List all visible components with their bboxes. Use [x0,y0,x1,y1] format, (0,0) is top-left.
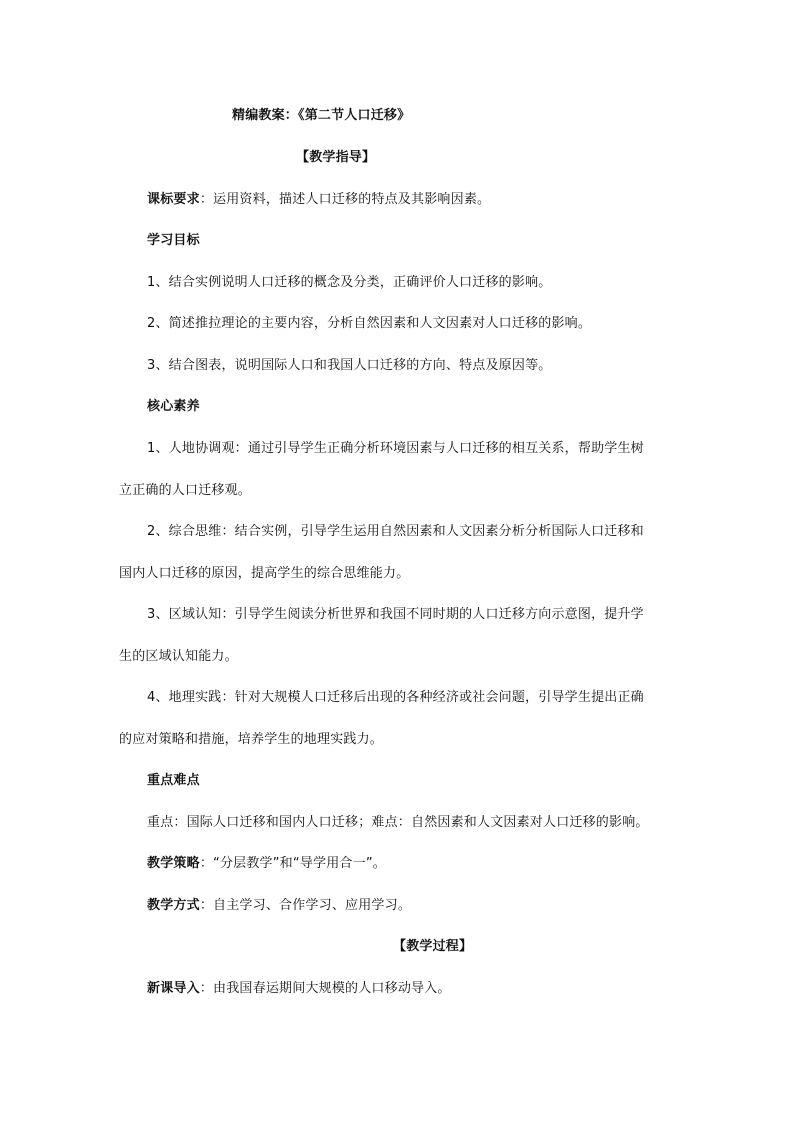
curriculum-requirement [147,191,490,209]
literacy-heading: 核心素养 [147,399,200,414]
curriculum-label: 课标要求 [147,192,200,207]
strategy-label: 教学策略 [147,856,200,871]
key-points-heading: 重点难点 [147,773,200,788]
literacy-item-line: 2、综合思维：结合实例，引导学生运用自然因素和人文因素分析分析国际人口迁移和 [147,524,644,539]
lesson-intro [147,980,451,998]
key-points-text: 重点：国际人口迁移和国内人口迁移；难点：自然因素和人文因素对人口迁移的影响。 [147,815,649,830]
objective-item: 1、结合实例说明人口迁移的概念及分类，正确评价人口迁移的影响。 [147,275,552,290]
intro-label: 新课导入 [147,981,200,996]
curriculum-text: ：运用资料，描述人口迁移的特点及其影响因素。 [199,192,491,207]
literacy-item-line: 生的区域认知能力。 [119,649,238,664]
method-label: 教学方式 [147,898,200,913]
teaching-strategy [147,855,386,873]
guidance-heading: 【教学指导】 [296,150,376,165]
objective-item: 2、简述推拉理论的主要内容，分析自然因素和人文因素对人口迁移的影响。 [147,316,592,331]
teaching-method [147,897,411,915]
literacy-item-line: 3、区域认知：引导学生阅读分析世界和我国不同时期的人口迁移方向示意图，提升学 [147,607,644,622]
literacy-item-line: 国内人口迁移的原因，提高学生的综合思维能力。 [119,566,410,581]
document-title: 精编教案：《第二节人口迁移》 [232,108,411,123]
strategy-text: ：“分层教学”和“导学用合一”。 [199,856,386,871]
intro-text: ：由我国春运期间大规模的人口移动导入。 [199,981,451,996]
literacy-item-line: 1、人地协调观：通过引导学生正确分析环境因素与人口迁移的相互关系，帮助学生树 [147,441,644,456]
method-text: ：自主学习、合作学习、应用学习。 [199,898,412,913]
literacy-item-line: 的应对策略和措施，培养学生的地理实践力。 [119,732,384,747]
literacy-item-line: 4、地理实践：针对大规模人口迁移后出现的各种经济或社会问题，引导学生提出正确 [147,690,644,705]
objectives-heading: 学习目标 [147,233,200,248]
process-heading: 【教学过程】 [393,939,473,954]
literacy-item-line: 立正确的人口迁移观。 [119,483,252,498]
objective-item: 3、结合图表，说明国际人口和我国人口迁移的方向、特点及原因等。 [147,358,552,373]
